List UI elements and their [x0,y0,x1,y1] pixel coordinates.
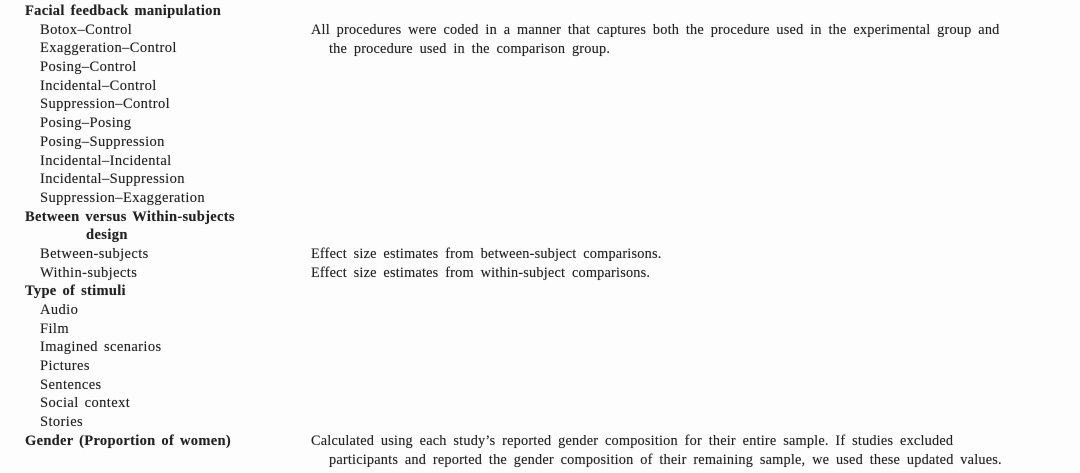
moderator-item-botox-control: Botox–Control [40,21,133,38]
moderator-item-imagined-scenarios: Imagined scenarios [40,339,162,356]
moderator-item-incidental-suppression: Incidental–Suppression [40,171,185,188]
moderator-item-stories: Stories [40,414,84,431]
moderator-item-social-context: Social context [40,395,131,412]
moderator-header-design-continuation: design [86,227,128,244]
moderator-header-type-of-stimuli: Type of stimuli [25,283,126,300]
moderator-item-posing-posing: Posing–Posing [40,115,132,132]
moderator-item-posing-control: Posing–Control [40,59,137,76]
description-within-subjects [311,264,650,283]
moderator-item-within-subjects: Within-subjects [40,264,138,281]
moderator-item-sentences: Sentences [40,376,102,393]
moderator-item-incidental-control: Incidental–Control [40,77,157,94]
description-line: Calculated using each study’s reported gender composition for their entire sample. If studies excluded [311,433,954,449]
moderator-item-suppression-exaggeration: Suppression–Exaggeration [40,189,206,206]
description-between-subjects [311,245,661,264]
description-line: the procedure used in the comparison group. [329,40,611,57]
moderator-item-incidental-incidental: Incidental–Incidental [40,152,172,169]
moderator-item-between-subjects: Between-subjects [40,245,149,262]
description-line: Effect size estimates from between-subject comparisons. [311,246,662,262]
moderator-item-film: Film [40,320,69,337]
moderator-item-pictures: Pictures [40,358,90,375]
moderator-header-facial-feedback-manipulation: Facial feedback manipulation [25,3,222,19]
description-procedure-coding [311,21,1000,58]
description-line: participants and reported the gender composition of their remaining sample, we used these updated values. [329,451,1002,468]
moderator-item-audio: Audio [40,302,79,318]
moderator-header-between-versus-within-subjects: Between versus Within-subjects [25,208,235,225]
description-line: All procedures were coded in a manner that captures both the procedure used in the experimental group and [311,22,1000,38]
moderator-header-gender-proportion-of-women: Gender (Proportion of women) [25,432,231,449]
moderator-item-posing-suppression: Posing–Suppression [40,133,165,150]
description-gender [311,432,1002,469]
moderator-item-suppression-control: Suppression–Control [40,96,171,113]
description-line: Effect size estimates from within-subject comparisons. [311,265,651,281]
moderator-item-exaggeration-control: Exaggeration–Control [40,40,177,57]
